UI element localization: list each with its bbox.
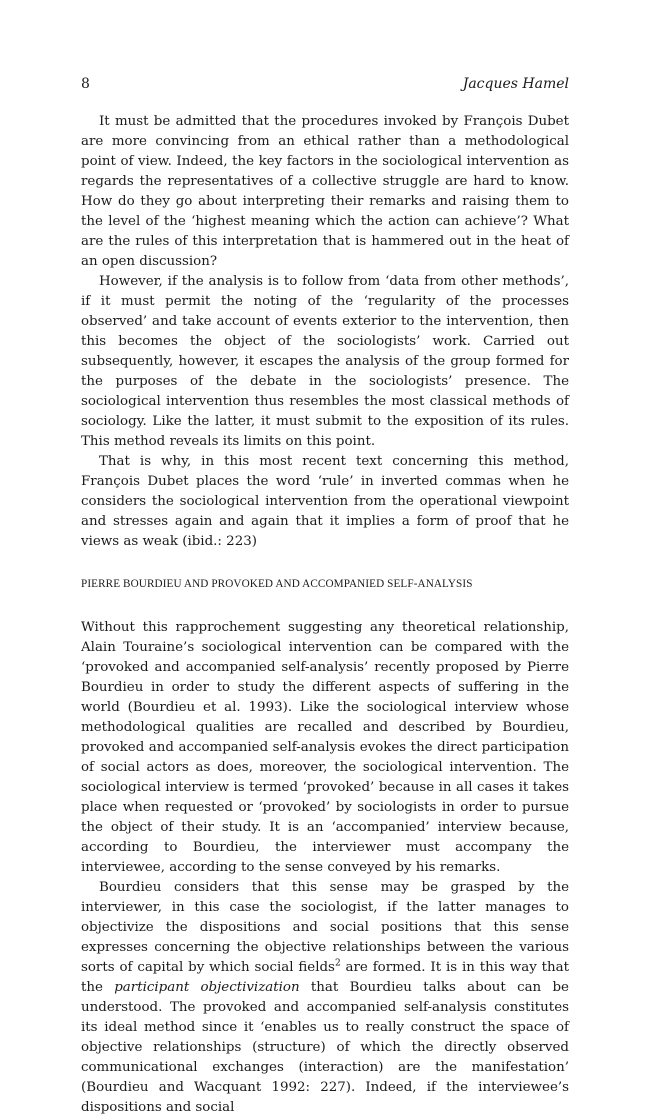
- section-paragraph-2: [81, 878, 569, 1118]
- section-paragraph-2-part2: are formed. It is in this way that the: [81, 960, 569, 995]
- body-paragraph-1: It must be admitted that the procedures invoked by François Dubet are more convincing from an ethical rather than a methodological point of view. Indeed, the key factors in the sociological intervention as regards the representatives of a collective struggle are hard to know. How do they go about interpreting their remarks and raising them to the level of the ‘highest meaning which the action can achieve’? What are the rules of this interpretation that is hammered out in the heat of an open discussion?: [81, 114, 569, 269]
- page-number: 8: [81, 76, 90, 92]
- running-head-author: Jacques Hamel: [462, 76, 569, 92]
- section-paragraph-2-part1: Bourdieu considers that this sense may be grasped by the interviewer, in this case the sociologist, if the latter manages to objectivize the dispositions and social positions that this sense expresses concerning the objective relationships between the various sorts of capital by which social fields: [81, 880, 569, 975]
- footnote-marker: 2: [334, 958, 341, 969]
- section-heading: PIERRE BOURDIEU AND PROVOKED AND ACCOMPANIED SELF-ANALYSIS: [81, 578, 473, 590]
- running-head: [81, 76, 569, 98]
- italic-term: participant objectivization: [114, 980, 300, 995]
- book-page: [81, 76, 569, 1118]
- section-paragraph-1: Without this rapprochement suggesting any theoretical relationship, Alain Touraine’s sociological intervention can be compared with the ‘provoked and accompanied self-analysis’ recently proposed by Pierre Bourdieu in order to study the different aspects of suffering in the world (Bourdieu et al. 1993). Like the sociological interview whose methodological qualities are recalled and described by Bourdieu, provoked and accompanied self-analysis evokes the direct participation of social actors as does, moreover, the sociological intervention. The sociological interview is termed ‘provoked’ because in all cases it takes place when requested or ‘provoked’ by sociologists in order to pursue the object of their study. It is an ‘accompanied’ interview because, according to Bourdieu, the interviewer must accompany the interviewee, according to the sense conveyed by his remarks.: [81, 620, 569, 875]
- body-paragraph-3: That is why, in this most recent text concerning this method, François Dubet places the word ‘rule’ in inverted commas when he considers the sociological intervention from the operational viewpoint and stresses again and again that it implies a form of proof that he views as weak (ibid.: 223): [81, 454, 569, 549]
- body-paragraph-2: However, if the analysis is to follow from ‘data from other methods’, if it must permit the noting of the ‘regularity of the processes observed’ and take account of events exterior to the intervention, then this becomes the object of the sociologists’ work. Carried out subsequently, however, it escapes the analysis of the group formed for the purposes of the debate in the sociologists’ presence. The sociological intervention thus resembles the most classical methods of sociology. Like the latter, it must submit to the exposition of its rules. This method reveals its limits on this point.: [81, 274, 569, 449]
- section-paragraph-2-part3: that Bourdieu talks about can be understood. The provoked and accompanied self-analysis constitutes its ideal method since it ‘enables us to really construct the space of objective relationships (structure) of which the directly observed communicational exchanges (interaction) are the manifestation’ (Bourdieu and Wacquant 1992: 227). Indeed, if the interviewee’s dispositions and social: [81, 980, 569, 1115]
